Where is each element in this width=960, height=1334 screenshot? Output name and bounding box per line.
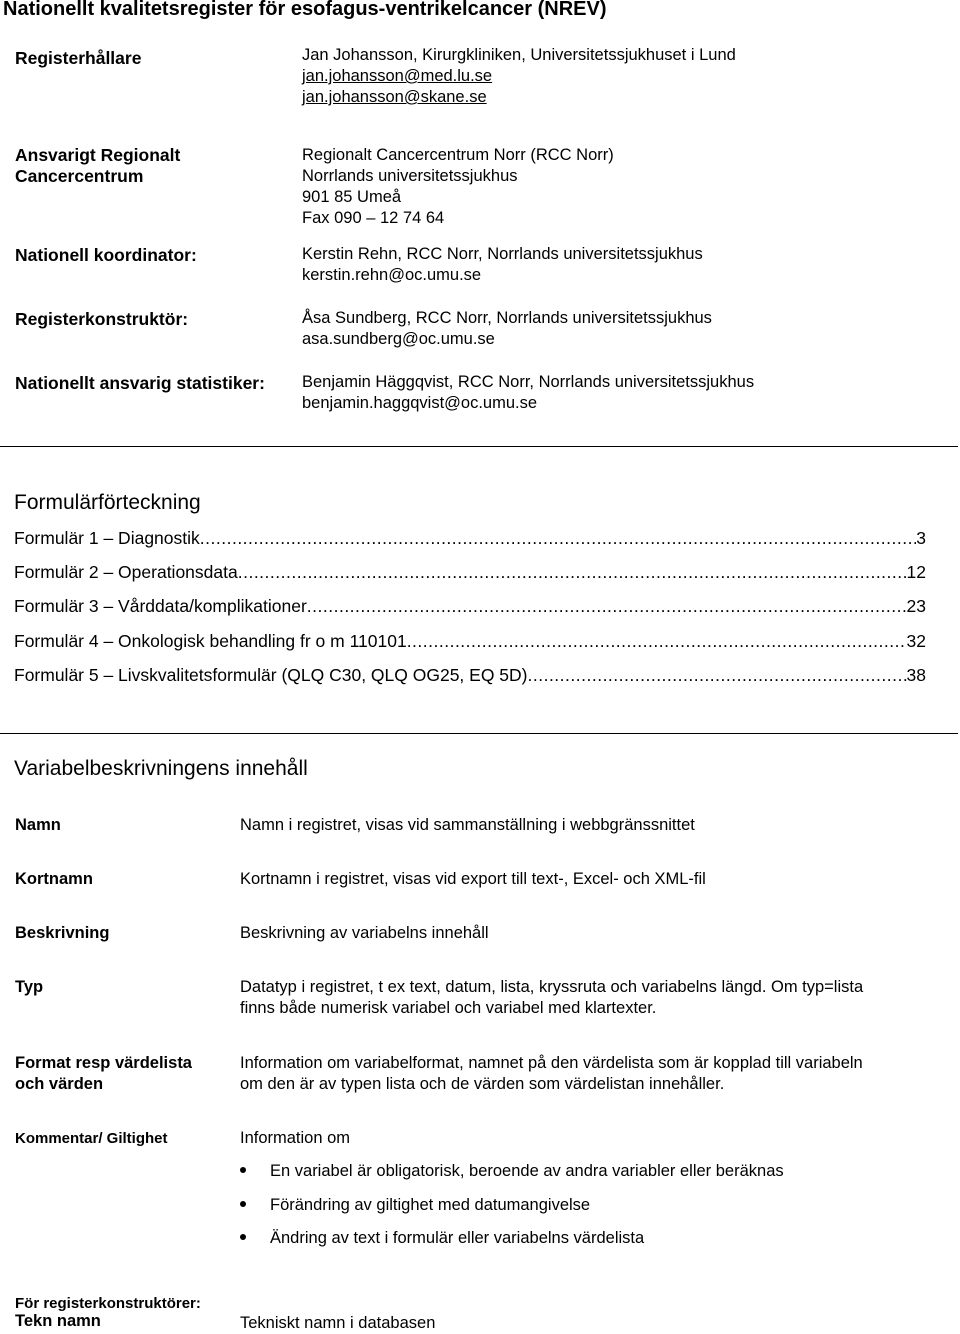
rcc-line-2: Norrlands universitetssjukhus (302, 167, 518, 185)
toc-heading: Formulärförteckning (14, 491, 201, 514)
bullet-item (240, 1228, 644, 1249)
toc-item-page: 38 (906, 665, 926, 685)
bullet-text: Förändring av giltighet med datumangivelse (270, 1196, 591, 1214)
bullet-icon (240, 1234, 246, 1240)
var-desc-format-line-1: Information om variabelformat, namnet på den värdelista som är kopplad till variabeln (240, 1054, 863, 1072)
toc-item-text: Formulär 1 – Diagnostik (14, 528, 200, 548)
bullet-icon (240, 1167, 246, 1173)
tekn-namn-desc: Tekniskt namn i databasen (240, 1314, 436, 1332)
toc-item-text: Formulär 3 – Vårddata/komplikationer (14, 596, 307, 616)
var-desc-typ-line-1: Datatyp i registret, t ex text, datum, lista, kryssruta och variabelns längd. Om typ=lista (240, 978, 864, 996)
divider (0, 446, 958, 447)
var-label-beskrivning: Beskrivning (15, 924, 110, 942)
constructor-label: Registerkonstruktör: (15, 309, 189, 329)
toc-item-page: 3 (916, 528, 926, 548)
toc-leader (528, 664, 907, 686)
bullet-text: Ändring av text i formulär eller variabelns värdelista (270, 1229, 645, 1247)
bullet-icon (240, 1201, 246, 1207)
toc-item-text: Formulär 2 – Operationsdata (14, 562, 238, 582)
holder-email-2[interactable]: jan.johansson@skane.se (302, 88, 487, 106)
toc-item-page: 32 (906, 631, 926, 651)
coordinator-email[interactable]: kerstin.rehn@oc.umu.se (302, 266, 482, 284)
rcc-line-4: Fax 090 – 12 74 64 (302, 209, 445, 227)
toc-item[interactable] (14, 664, 926, 686)
bullet-text: En variabel är obligatorisk, beroende av andra variabler eller beräknas (270, 1162, 784, 1180)
holder-email-1[interactable]: jan.johansson@med.lu.se (302, 67, 493, 85)
coordinator-name: Kerstin Rehn, RCC Norr, Norrlands universitetssjukhus (302, 245, 703, 263)
rcc-line-3: 901 85 Umeå (302, 188, 402, 206)
var-label-kortnamn: Kortnamn (15, 870, 93, 888)
constructors-label: För registerkonstruktörer: (15, 1295, 201, 1312)
var-desc-namn: Namn i registret, visas vid sammanställning i webbgränssnittet (240, 816, 695, 834)
holder-name: Jan Johansson, Kirurgkliniken, Universitetssjukhuset i Lund (302, 46, 736, 64)
rcc-label-line-1: Ansvarigt Regionalt (15, 145, 181, 165)
toc-item-page: 23 (906, 596, 926, 616)
rcc-line-1: Regionalt Cancercentrum Norr (RCC Norr) (302, 146, 614, 164)
toc-item[interactable] (14, 561, 926, 583)
tekn-namn-label: Tekn namn (15, 1312, 101, 1330)
bullet-item (240, 1161, 784, 1182)
page-title: Nationellt kvalitetsregister för esofagus-ventrikelcancer (NREV) (3, 0, 607, 20)
toc-leader (307, 595, 907, 617)
coordinator-label: Nationell koordinator: (15, 245, 197, 265)
var-label-namn: Namn (15, 816, 61, 834)
var-desc-beskrivning: Beskrivning av variabelns innehåll (240, 924, 489, 942)
var-label-format-line-2: och värden (15, 1075, 104, 1093)
var-desc-format-line-2: om den är av typen lista och de värden som värdelistan innehåller. (240, 1075, 725, 1093)
toc-leader (238, 561, 907, 583)
rcc-label-line-2: Cancercentrum (15, 166, 144, 186)
var-desc-typ-line-2: finns både numerisk variabel och variabel med klartexter. (240, 999, 657, 1017)
var-label-typ: Typ (15, 978, 44, 996)
statistician-label: Nationellt ansvarig statistiker: (15, 373, 265, 393)
toc-leader (407, 630, 907, 652)
holder-label: Registerhållare (15, 48, 142, 68)
var-label-format-line-1: Format resp värdelista (15, 1054, 192, 1072)
var-desc-kortnamn: Kortnamn i registret, visas vid export till text-, Excel- och XML-fil (240, 870, 706, 888)
toc-leader (200, 527, 916, 549)
statistician-name: Benjamin Häggqvist, RCC Norr, Norrlands universitetssjukhus (302, 373, 755, 391)
toc-item-text: Formulär 4 – Onkologisk behandling fr o m 110101 (14, 631, 407, 651)
toc-item-text: Formulär 5 – Livskvalitetsformulär (QLQ C30, QLQ OG25, EQ 5D) (14, 665, 528, 685)
toc-item[interactable] (14, 527, 926, 549)
toc-item[interactable] (14, 595, 926, 617)
toc-item-page: 12 (906, 562, 926, 582)
divider (0, 733, 958, 734)
constructor-email[interactable]: asa.sundberg@oc.umu.se (302, 330, 495, 348)
toc-item[interactable] (14, 630, 926, 652)
statistician-email[interactable]: benjamin.haggqvist@oc.umu.se (302, 394, 538, 412)
variables-heading: Variabelbeskrivningens innehåll (14, 757, 308, 780)
var-desc-kommentar: Information om (240, 1129, 351, 1147)
constructor-name: Åsa Sundberg, RCC Norr, Norrlands universitetssjukhus (302, 309, 712, 327)
var-label-kommentar: Kommentar/ Giltighet (15, 1130, 168, 1147)
bullet-item (240, 1195, 590, 1216)
